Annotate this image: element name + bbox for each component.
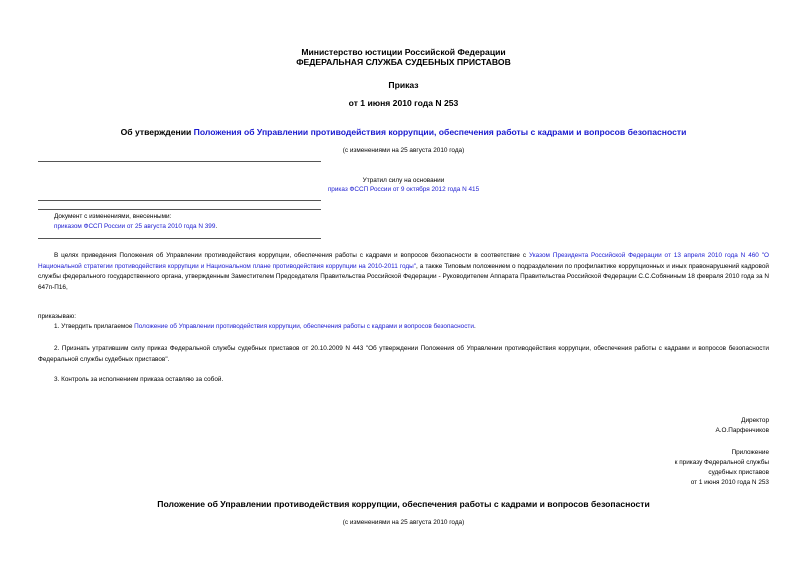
service-name: ФЕДЕРАЛЬНАЯ СЛУЖБА СУДЕБНЫХ ПРИСТАВОВ xyxy=(296,57,511,67)
signatory-position: Директор xyxy=(741,417,769,424)
title-prefix: Об утверждении xyxy=(120,127,194,137)
document-date-number: от 1 июня 2010 года N 253 xyxy=(348,98,459,108)
divider-line xyxy=(38,238,321,239)
appendix-line: к приказу Федеральной службы xyxy=(674,459,769,466)
appendix-label: Приложение xyxy=(731,449,769,456)
divider-line xyxy=(38,200,321,201)
order-item-1: 1. Утвердить прилагаемое Положение об Управлении противодействия коррупции, обеспечения работы с кадрами и вопросов безопасности. xyxy=(54,323,476,330)
ministry-name: Министерство юстиции Российской Федерации xyxy=(301,47,506,57)
appendix-line: судебных приставов xyxy=(708,469,769,476)
title-regulation-link[interactable]: Положения об Управлении противодействия коррупции, обеспечения работы с кадрами и вопросов безопасности xyxy=(193,127,687,137)
regulation-title: Положение об Управлении противодействия коррупции, обеспечения работы с кадрами и вопросов безопасности xyxy=(157,499,650,509)
presidential-decree-link[interactable]: Указом Президента Российской Федерации от 13 апреля 2010 года N 460 "О Национальной стратегии противодействия коррупции и Национальном плане противодействия коррупции на 2010-2011 годы" xyxy=(38,252,769,270)
regulation-link[interactable]: Положение об Управлении противодействия коррупции, обеспечения работы с кадрами и вопросов безопасности xyxy=(134,323,474,330)
document-type: Приказ xyxy=(388,80,419,90)
amendment-box-label: Документ с изменениями, внесенными: xyxy=(54,213,172,220)
lost-force-link[interactable]: приказ ФССП России от 9 октября 2012 года N 415 xyxy=(327,186,480,193)
order-item-3: 3. Контроль за исполнением приказа оставляю за собой. xyxy=(54,376,224,383)
order-item-2: 2. Признать утратившим силу приказ Федеральной службы судебных приставов от 20.10.2009 N 443 "Об утверждении Положения об Управлении противодействия коррупции, обеспечения работы с кадрами и вопросов безопасности Федеральной службы судебных приставов". xyxy=(38,345,769,363)
preamble-paragraph: В целях приведения Положения об Управлении противодействия коррупции, обеспечения работы с кадрами и вопросов безопасности в соответствие с Указом Президента Российской Федерации от 13 апреля 2010 года N 460 "О Национальной стратегии противодействия коррупции и Национальном плане противодействия коррупции на 2010-2011 годы", а также Типовым положением о подразделении по профилактике коррупционных и иных правонарушений кадровой службы федерального государственного органа, утвержденным Заместителем Председателя Правительства Российской Федерации - Руководителем Аппарата Правительства Российской Федерации С.С.Собяниным 18 февраля 2010 года за N 647п-П16, xyxy=(38,252,769,291)
document-title xyxy=(0,127,807,137)
divider-line xyxy=(38,161,321,162)
lost-force-label: Утратил силу на основании xyxy=(362,177,445,184)
regulation-amendment-note: (с изменениями на 25 августа 2010 года) xyxy=(342,519,465,526)
amendment-box-entry: приказом ФССП России от 25 августа 2010 года N 399. xyxy=(54,223,218,230)
amendment-note: (с изменениями на 25 августа 2010 года) xyxy=(342,147,465,154)
order-word: приказываю: xyxy=(38,313,76,320)
signatory-name: А.О.Парфенчиков xyxy=(715,427,769,434)
divider-line xyxy=(38,209,321,210)
appendix-line: от 1 июня 2010 года N 253 xyxy=(690,479,769,486)
amendment-order-link[interactable]: приказом ФССП России от 25 августа 2010 года N 399 xyxy=(54,223,216,230)
